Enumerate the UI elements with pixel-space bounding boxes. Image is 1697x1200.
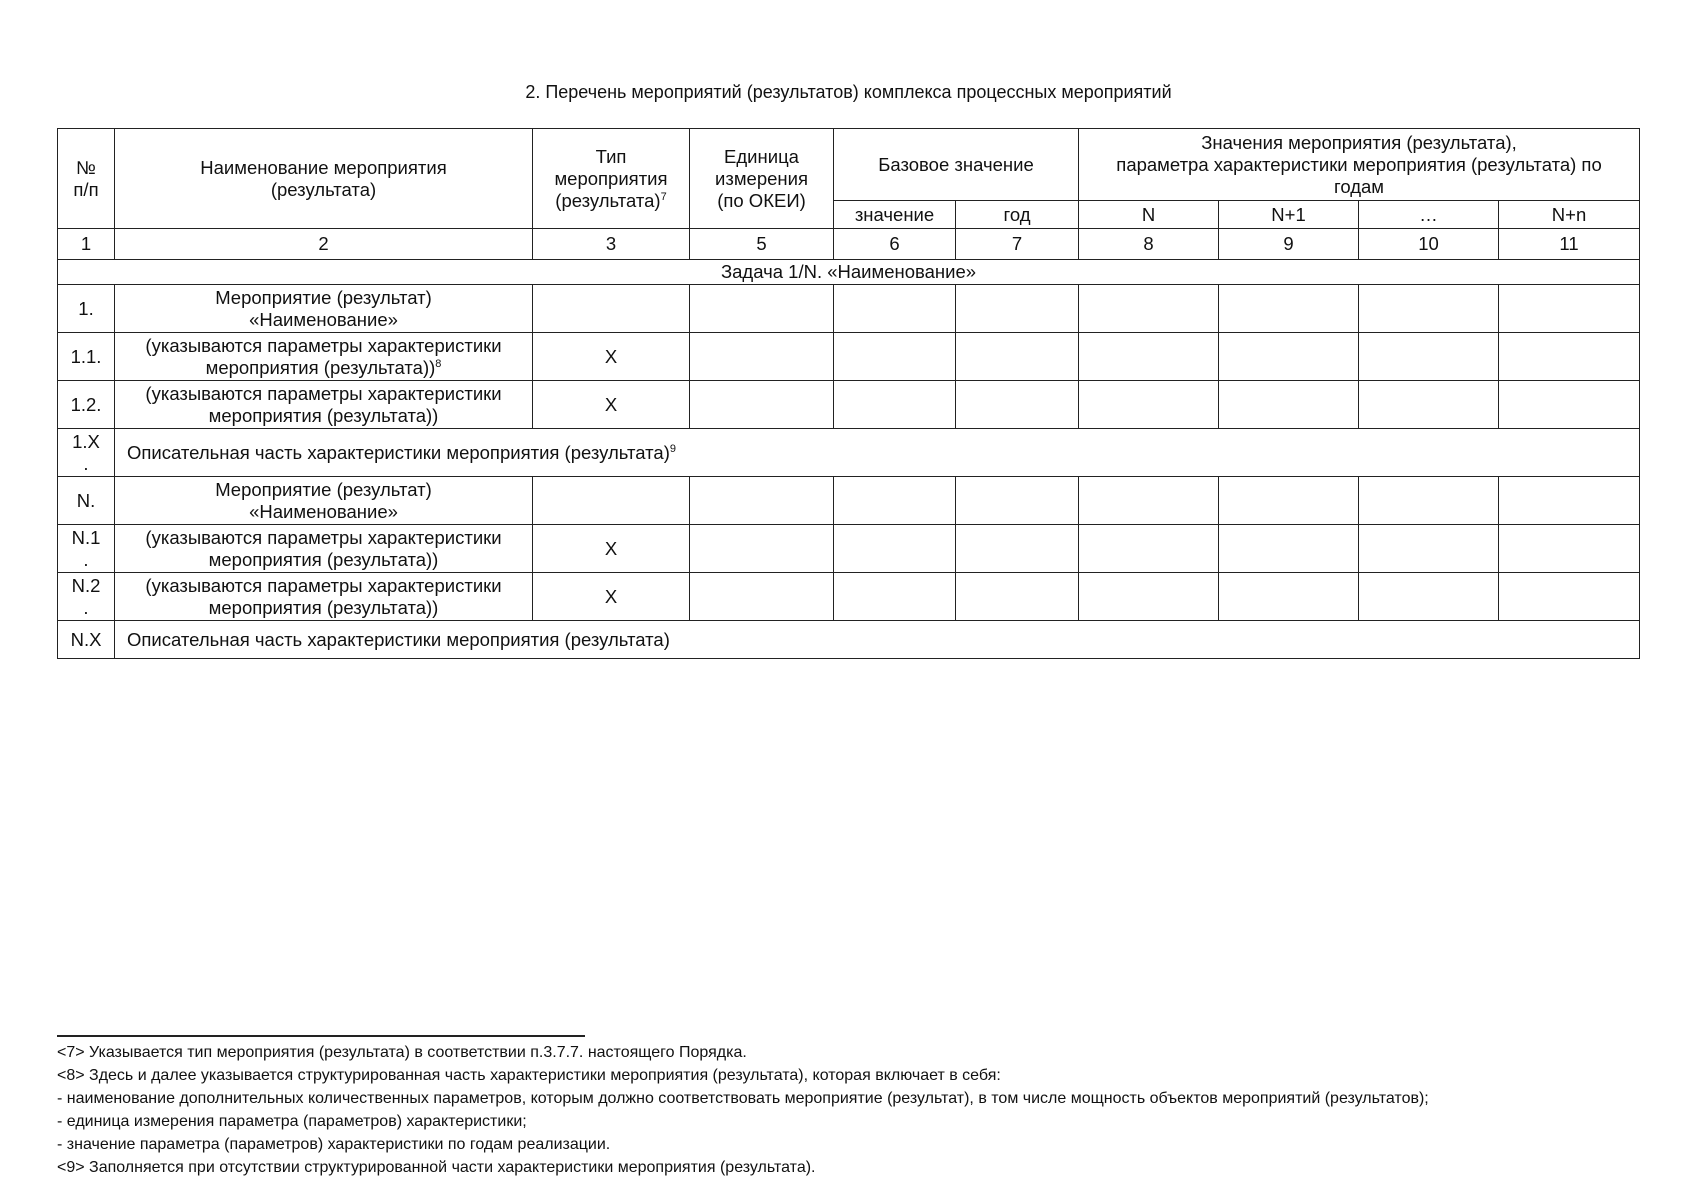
footnote-ref-9: 9	[669, 442, 676, 455]
col-number: 11	[1499, 229, 1640, 260]
col-number: 7	[956, 229, 1079, 260]
footnote-separator	[57, 1035, 585, 1037]
table-row	[58, 573, 1640, 621]
col-number: 2	[115, 229, 533, 260]
row-description: Описательная часть характеристики мероприятия (результата)	[115, 621, 1640, 659]
table-row	[58, 429, 1640, 477]
row-num: 1.X .	[58, 429, 115, 477]
table-row	[58, 333, 1640, 381]
table-row	[58, 477, 1640, 525]
col-number: 3	[533, 229, 690, 260]
col-number: 9	[1219, 229, 1359, 260]
row-name: Мероприятие (результат) «Наименование»	[115, 477, 533, 525]
footnote-9: <9> Заполняется при отсутствии структурированной части характеристики мероприятия (результата).	[57, 1159, 816, 1176]
header-type: Тип мероприятия (результата)$^7$	[533, 129, 690, 229]
row-type: X	[533, 525, 690, 573]
header-unit: Единица измерения (по ОКЕИ)	[690, 129, 834, 229]
row-num: N.	[58, 477, 115, 525]
header-name: Наименование мероприятия (результата)	[115, 129, 533, 229]
table-row	[58, 621, 1640, 659]
table-title: 2. Перечень мероприятий (результатов) комплекса процессных мероприятий	[525, 82, 1172, 102]
footnote-ref-7: 7	[660, 190, 667, 203]
column-number-row	[58, 229, 1640, 260]
header-year-n1: N+1	[1219, 201, 1359, 229]
row-name: (указываются параметры характеристики мероприятия (результата))	[115, 525, 533, 573]
table-row	[58, 285, 1640, 333]
footnote-8: <8> Здесь и далее указывается структурированная часть характеристики мероприятия (результата), которая включает в себя:	[57, 1067, 1001, 1084]
task-row: Задача 1/N. «Наименование»	[58, 260, 1640, 285]
col-number: 10	[1359, 229, 1499, 260]
footnote-8-item: - единица измерения параметра (параметров) характеристики;	[57, 1113, 527, 1130]
row-type: X	[533, 333, 690, 381]
header-year-ellipsis: …	[1359, 201, 1499, 229]
col-number: 5	[690, 229, 834, 260]
footnote-8-item: - наименование дополнительных количественных параметров, которым должно соответствовать мероприятие (результат), в том числе мощность объектов мероприятий (результатов);	[57, 1090, 1429, 1107]
row-type: X	[533, 573, 690, 621]
row-num: 1.1.	[58, 333, 115, 381]
header-base-year: год	[956, 201, 1079, 229]
footnote-ref-8: 8	[435, 357, 442, 370]
row-name: (указываются параметры характеристики мероприятия (результата))$^8$	[115, 333, 533, 381]
row-num: N.X	[58, 621, 115, 659]
row-type	[533, 285, 690, 333]
row-num: 1.	[58, 285, 115, 333]
col-number: 8	[1079, 229, 1219, 260]
row-type: X	[533, 381, 690, 429]
footnote-7: <7> Указывается тип мероприятия (результата) в соответствии п.3.7.7. настоящего Порядка.	[57, 1044, 747, 1061]
row-name: Мероприятие (результат) «Наименование»	[115, 285, 533, 333]
row-description: Описательная часть характеристики мероприятия (результата)$^9$	[115, 429, 1640, 477]
footnote-8-item: - значение параметра (параметров) характеристики по годам реализации.	[57, 1136, 611, 1153]
col-number: 1	[58, 229, 115, 260]
col-number: 6	[834, 229, 956, 260]
table-row	[58, 381, 1640, 429]
row-name: (указываются параметры характеристики мероприятия (результата))	[115, 573, 533, 621]
row-type	[533, 477, 690, 525]
table-row	[58, 525, 1640, 573]
activities-table	[57, 128, 1640, 659]
row-num: N.2 .	[58, 573, 115, 621]
header-base: Базовое значение	[834, 129, 1079, 201]
header-base-value: значение	[834, 201, 956, 229]
row-num: 1.2.	[58, 381, 115, 429]
footnotes	[57, 1035, 1657, 1179]
row-num: N.1 .	[58, 525, 115, 573]
header-values: Значения мероприятия (результата), параметра характеристики мероприятия (результата) по годам	[1079, 129, 1640, 201]
header-year-n: N	[1079, 201, 1219, 229]
header-num: № п/п	[58, 129, 115, 229]
row-name: (указываются параметры характеристики мероприятия (результата))	[115, 381, 533, 429]
header-year-nn: N+n	[1499, 201, 1640, 229]
